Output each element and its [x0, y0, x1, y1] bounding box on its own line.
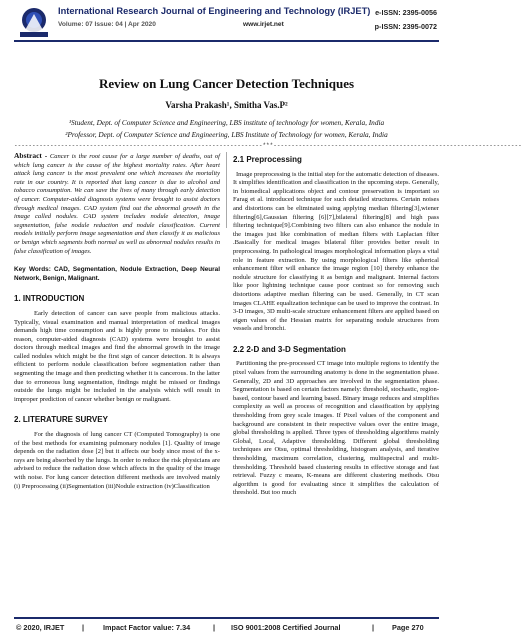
footer-copyright: © 2020, IRJET [16, 623, 65, 632]
column-divider [226, 152, 227, 228]
abstract [14, 152, 220, 256]
right-column [233, 152, 439, 498]
volume-issue: Volume: 07 Issue: 04 | Apr 2020 [58, 21, 156, 28]
section-divider: ---------------------------------------------------------------------***--------------------------------------------------------------------- [14, 142, 522, 149]
preprocessing-heading: 2.1 Preprocessing [233, 155, 302, 164]
left-column [14, 152, 220, 491]
e-issn: e-ISSN: 2395-0056 [375, 8, 437, 17]
abstract-label: Abstract - [14, 151, 48, 160]
footer-iso: ISO 9001:2008 Certified Journal [231, 623, 341, 632]
issn-block [375, 6, 437, 34]
irjet-logo [16, 6, 52, 38]
literature-survey-text: For the diagnosis of lung cancer CT (Computed Tomography) is one of the best methods for examining pulmonary nodules [1]. Quality of image depends on the radiation dose [2] but it affects our body since most of the x-rays are being absorbed by the lungs. In order to reduce the risk physicians are advised to reduce the radiation dose which affects in the quality of the image with noise. For lung cancer detection different methods are involved mainly (i) Preprocessing (ii)Segmentation (iii)Nodule extraction (iv)Classification [14, 431, 220, 490]
header-rule [14, 40, 439, 42]
journal-title: International Research Journal of Engineering and Technology (IRJET) [58, 6, 371, 16]
footer-page-number: Page 270 [392, 623, 424, 632]
affiliation-2: ²Professor, Dept. of Computer Science and Engineering, LBS Institute of Technology for women, Kerala, India [65, 130, 388, 139]
introduction-text: Early detection of cancer can save people from malicious attacks. Typically, visual examination and manual interpretation of medical images demands high time consumption and is highly prone to mistakes. For this reason, computer-aided diagnosis (CAD) systems were brought to assist doctors through medical images and find the abnormal growth in the image called nodules which might be the first sign of cancer detection. It is always efficient to perform nodule classification before segmentation rather than segmenting the image and then predicting whether it is cancerous. In the latter due to erroneous lung segmentation, findings might be missed or findings outside the lungs might be included in the analysis which will result in improper prediction of cancer whether benign or malignant. [14, 309, 220, 403]
journal-header [0, 0, 453, 44]
segmentation-text: Partitioning the pre-processed CT image into multiple regions to identify the pixel values from the surrounding anatomy is done in the segmentation phase. Generally, 2D and 3D approaches are involved in the segmentation phase. Segmentation is based on certain factors namely: threshold, stochastic, region-based, contour based and learning based. Binary image reduces and simplifies complexity as well as process of recognition and classification by applying thresholding from grey scale images. If Pixel values of the component and background are consistent in their respective values over the entire image, global thresholding is applied. Three types of thresholding algorithms mainly Global, Local, Adaptive thresholding. Different global thresholding techniques are Otsu, optimal thresholding, histogram analysis, and iterative thresholding, maximum correlation, clustering, multispectral and multi-thresholding. Threshold based clustering results in effective storage and fast retrieval. Fuzzy c means, K-means are different clustering methods. Otsu algorithm is good for evaluating since it simplifies the calculation of threshold. But too much [233, 360, 439, 497]
p-issn: p-ISSN: 2395-0072 [374, 22, 437, 31]
footer-separator: | [213, 623, 216, 632]
segmentation-heading: 2.2 2-D and 3-D Segmentation [233, 344, 346, 354]
footer-separator: | [372, 623, 375, 632]
paper-authors: Varsha Prakash¹, Smitha Vas.P² [165, 100, 288, 110]
footer-impact-factor: Impact Factor value: 7.34 [103, 623, 191, 632]
paper-title: Review on Lung Cancer Detection Techniques [98, 76, 355, 91]
keywords: Key Words: CAD, Segmentation, Nodule Extraction, Deep Neural Network, Benign, Malignant. [14, 266, 220, 282]
introduction-heading: 1. INTRODUCTION [14, 294, 85, 304]
preprocessing-text: Image preprocessing is the initial step for the automatic detection of diseases. It simplifies identification and classification in the upcoming steps. Generally, in biomedical applications object and contour preservation is important so Farag et al. introduced technique for such detailed structures. Certain noises and distortions can be eliminated using applying median filtering[3],wiener filtering[6],Gaussian filtering [6][7],bilateral filtering[8] and high pass filtering technique[9].Combining two filters can also enhance the nodule in the images just like combination of median filters with Laplacian filter .Basically for medical images bilateral filter provides better result in preprocessing. In pathological images morphological information plays a vital role in feature extraction. By using morphological filters like spherical enhancement filter will enhance the image region [10] thereby enhance the nodule structure for classifying it as benign and malignant. Internal factors like poor lightning technique cause poor contrast so for removing such distortions adaptive median filtering can be used. Generally, in CT scan images CLAHE equalization technique can be used to improve the contrast. In 3-D images, 3D multi-scale structure enhancement filters are applied based on eigen values of the Hessian matrix for separating nodule structures from vessels and bronchi. [233, 170, 439, 333]
footer-separator: | [82, 623, 85, 632]
abstract-text: Cancer is the root cause for a large number of deaths, out of which lung cancer is the cause of the highest mortality rates. After heart attack lung cancer is the most prevalent one which increases the mortality rate in our country. It is reported that lung cancer is due to alcohol and tobacco consumption. We can save the lives of many through early detection of cancer. Computer-aided diagnosis systems were brought to assist doctors through medical images. CAD system find out the abnormal growth in the image called nodules. CAD system includes nodule detection, image segmentation, false nodule reduction and nodule classification. Current models initially perform image segmentation and then classify it as malicious or benign which segments both normal as well as abnormal nodules results in false classification of images. [14, 153, 220, 255]
footer-rule [14, 617, 439, 619]
affiliation-1: ¹Student, Dept. of Computer Science and Engineering, LBS institute of technology for women, Kerala, India [68, 118, 385, 127]
literature-survey-heading: 2. LITERATURE SURVEY [14, 415, 108, 425]
page-footer [0, 617, 453, 640]
journal-website-link[interactable]: www.irjet.net [243, 21, 284, 28]
